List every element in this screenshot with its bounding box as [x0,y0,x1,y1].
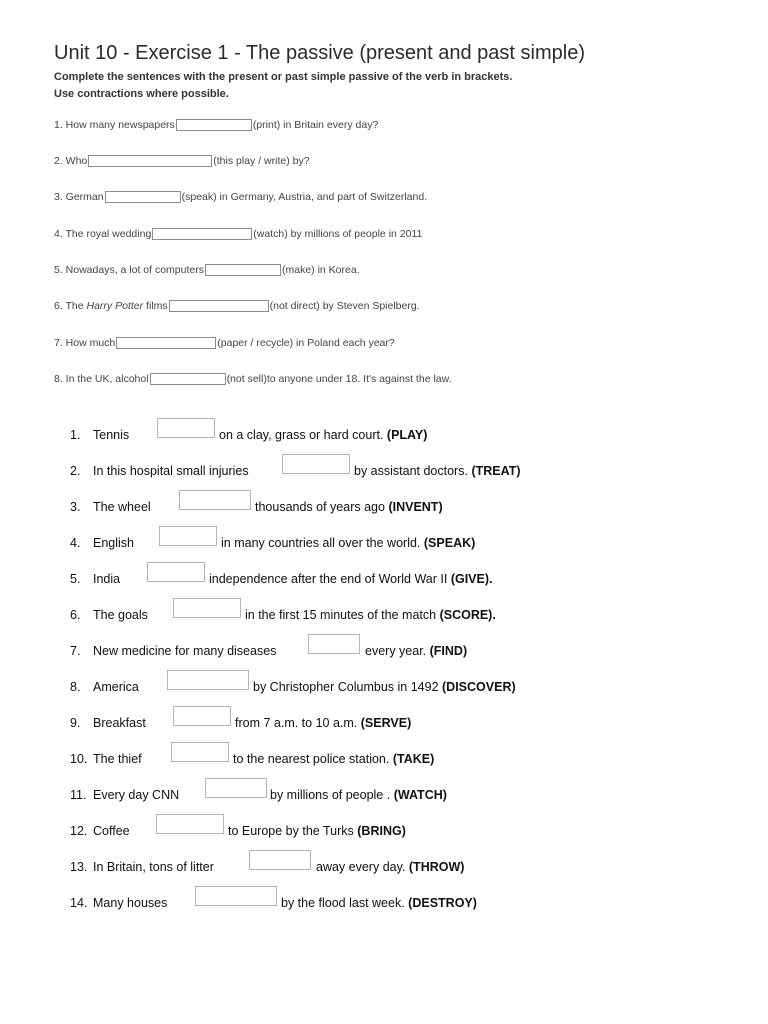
sentence-start: The thief [93,752,142,766]
item-number: 8. [70,680,81,694]
exercise-2-item [70,752,435,766]
sentence-end [221,536,475,550]
exercise-2-item [70,788,447,802]
sentence-end-text: by millions of people . [270,788,391,802]
exercise-2-item [70,608,496,622]
exercise-2-item [70,644,468,658]
answer-input[interactable] [173,598,241,618]
answer-input[interactable] [159,526,217,546]
sentence-end: (not sell)to anyone under 18. It's against the law. [226,373,452,385]
sentence-end [235,716,411,730]
item-number: 10. [70,752,88,766]
verb-hint: (SCORE). [439,608,496,622]
sentence-end [219,428,427,442]
exercise-1-item [54,155,310,167]
item-number: 3. [70,500,81,514]
exercise-1-item [54,191,427,203]
exercise-1-item [54,300,420,312]
exercise-2-item [70,572,493,586]
answer-input[interactable] [176,119,252,131]
exercise-1-item [54,337,395,349]
exercise-2-item [70,500,443,514]
item-number: 14. [70,896,88,910]
sentence-end-text: by assistant doctors. [354,464,468,478]
sentence-start: 8. In the UK, alcohol [54,373,149,385]
answer-input[interactable] [173,706,231,726]
sentence-end [228,824,406,838]
item-number: 2. [70,464,81,478]
sentence-end [255,500,443,514]
exercise-1-item [54,119,378,131]
sentence-end [233,752,434,766]
exercise-2-item [70,680,516,694]
answer-input[interactable] [171,742,229,762]
answer-input[interactable] [195,886,277,906]
sentence-start: Every day CNN [93,788,180,802]
answer-input[interactable] [156,814,224,834]
sentence-start: 6. The [54,300,87,312]
sentence-end-text: in many countries all over the world. [221,536,421,550]
exercise-1-item [54,228,422,240]
exercise-2-item [70,824,406,838]
sentence-start: Many houses [93,896,168,910]
answer-input[interactable] [249,850,311,870]
sentence-start: 2. Who [54,155,88,167]
sentence-end: (paper / recycle) in Poland each year? [217,337,395,349]
sentence-end: (speak) in Germany, Austria, and part of Switzerland. [181,191,428,203]
sentence-end [253,680,516,694]
exercise-2-item [70,428,428,442]
sentence-start: America [93,680,139,694]
sentence-end [365,644,467,658]
verb-hint: (BRING) [357,824,406,838]
sentence-start: 7. How much [54,337,116,349]
instruction-line-1: Complete the sentences with the present or past simple passive of the verb in brackets. [54,71,513,83]
sentence-start: In Britain, tons of litter [93,860,214,874]
answer-input[interactable] [147,562,205,582]
answer-input[interactable] [308,634,360,654]
answer-input[interactable] [88,155,212,167]
verb-hint: (THROW) [408,860,465,874]
exercise-2-item [70,536,476,550]
answer-input[interactable] [167,670,249,690]
verb-hint: (INVENT) [388,500,443,514]
exercise-2-item [70,716,412,730]
verb-hint: (TAKE) [392,752,435,766]
sentence-end-text: away every day. [316,860,406,874]
sentence-start: Coffee [93,824,130,838]
sentence-end-text: by the flood last week. [281,896,405,910]
sentence-start: 4. The royal wedding [54,228,152,240]
sentence-end: (watch) by millions of people in 2011 [253,228,423,240]
sentence-end-text: to Europe by the Turks [228,824,354,838]
verb-hint: (SERVE) [360,716,412,730]
sentence-end-text: every year. [365,644,427,658]
page-title: Unit 10 - Exercise 1 - The passive (present and past simple) [54,42,585,64]
sentence-end-text: from 7 a.m. to 10 a.m. [235,716,358,730]
sentence-end [270,788,447,802]
sentence-start: 3. German [54,191,104,203]
sentence-end: (not direct) by Steven Spielberg. [269,300,420,312]
verb-hint: (FIND) [429,644,468,658]
exercise-2-item [70,464,521,478]
sentence-start: India [93,572,121,586]
item-number: 7. [70,644,81,658]
sentence-end: (print) in Britain every day? [252,119,379,131]
verb-hint: (DESTROY) [408,896,477,910]
answer-input[interactable] [116,337,216,349]
sentence-start: English [93,536,134,550]
answer-input[interactable] [152,228,252,240]
sentence-start: Breakfast [93,716,146,730]
sentence-end-text: by Christopher Columbus in 1492 [253,680,439,694]
sentence-start: In this hospital small injuries [93,464,249,478]
item-number: 6. [70,608,81,622]
sentence-end [281,896,477,910]
verb-hint: (WATCH) [393,788,447,802]
item-number: 5. [70,572,81,586]
item-number: 9. [70,716,81,730]
sentence-start: New medicine for many diseases [93,644,277,658]
answer-input[interactable] [205,778,267,798]
sentence-end: (this play / write) by? [213,155,310,167]
sentence-end-text: in the first 15 minutes of the match [245,608,437,622]
sentence-end: (make) in Korea. [282,264,360,276]
sentence-end [209,572,493,586]
sentence-end-text: thousands of years ago [255,500,385,514]
verb-hint: (TREAT) [471,464,521,478]
item-number: 11. [70,788,87,802]
sentence-start: The goals [93,608,148,622]
answer-input[interactable] [105,191,181,203]
sentence-end-text: on a clay, grass or hard court. [219,428,384,442]
sentence-end [316,860,464,874]
answer-input[interactable] [157,418,215,438]
sentence-start: The wheel [93,500,151,514]
item-number: 4. [70,536,81,550]
sentence-end-text: to the nearest police station. [233,752,390,766]
item-number: 12. [70,824,88,838]
sentence-start: 1. How many newspapers [54,119,175,131]
sentence-start: Tennis [93,428,130,442]
verb-hint: (SPEAK) [423,536,476,550]
book-title: Harry Potter [86,300,144,312]
exercise-2-item [70,896,477,910]
verb-hint: (PLAY) [386,428,428,442]
answer-input[interactable] [169,300,269,312]
exercise-2-item [70,860,465,874]
exercise-1-item [54,373,452,385]
sentence-start: 5. Nowadays, a lot of computers [54,264,204,276]
answer-input[interactable] [179,490,251,510]
item-number: 1. [70,428,81,442]
exercise-1-item [54,264,360,276]
sentence-end [245,608,496,622]
verb-hint: (GIVE). [450,572,493,586]
sentence-start-end: films [143,300,168,312]
answer-input[interactable] [150,373,226,385]
answer-input[interactable] [282,454,350,474]
verb-hint: (DISCOVER) [442,680,516,694]
instruction-line-2: Use contractions where possible. [54,88,229,100]
item-number: 13. [70,860,88,874]
sentence-end-text: independence after the end of World War II [209,572,448,586]
answer-input[interactable] [205,264,281,276]
sentence-end [354,464,521,478]
